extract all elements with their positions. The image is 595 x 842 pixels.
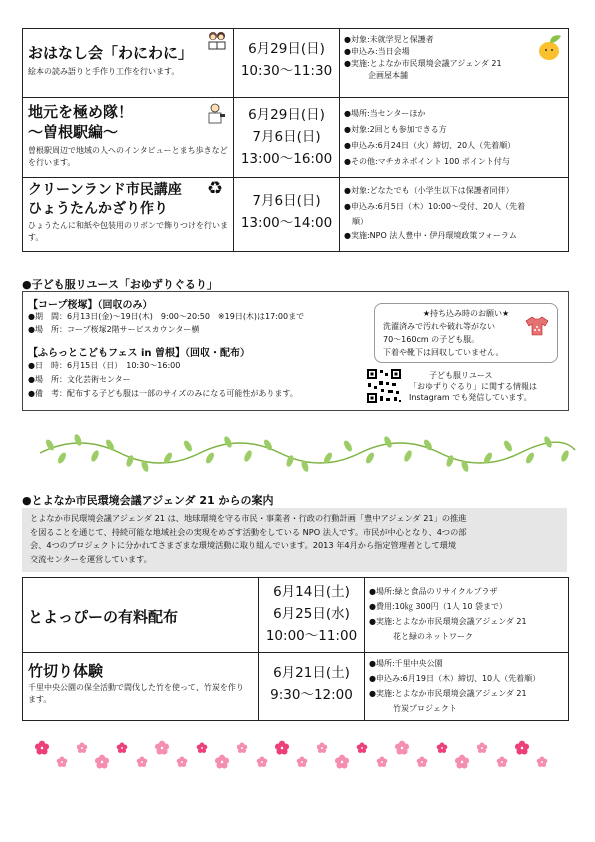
blossom-icon — [455, 755, 469, 769]
blossom-icon — [117, 743, 128, 753]
event-details: ●対象:どなたでも（小学生以下は保護者同伴） ●申込み:6月5日（木）10:00〜受付、20人（先着 順） ●実施:NPO 法人豊中・伊丹環境政策フォーラム — [344, 186, 526, 240]
qr-code-icon — [366, 368, 402, 404]
vine-divider — [0, 428, 595, 478]
blossom-icon — [417, 757, 428, 767]
coop-title: 【コープ桜塚】（回収のみ） — [28, 300, 153, 311]
blossom-icon — [497, 757, 508, 767]
blossom-icon — [275, 741, 289, 755]
event-description: 曽根駅周辺で地域の人へのインタビューとまち歩きなどを行います。 — [28, 146, 228, 167]
agenda-event-title: とよっぴーの有料配布 — [28, 608, 179, 626]
blossom-icon — [237, 743, 248, 753]
agenda-intro: とよなか市民環境会議アジェンダ 21 は、地球環境を守る市民・事業者・行政の行動計画「豊中アジェンダ 21」の推進 を図ることを通じて、持続可能な地域社会の実現をめざす活動をしている NPO 法人です。市民が中心となり、4つの部 会、4つのプロジェクトに分かれてさまざまな環境活動に取り組んでいます。2013 年4月から指定管理者として環境 交流センターを運営しています。 — [22, 508, 567, 572]
blossom-icon — [437, 743, 448, 753]
agenda-event-description: 千里中央公園の保全活動で間伐した竹を使って、竹炭を作ります。 — [28, 683, 244, 704]
leaf-icon — [536, 32, 564, 62]
event-title: おはなし会「わにわに」 — [28, 44, 194, 62]
agenda-event-date: 6月21日(土) 9:30〜12:00 — [270, 665, 353, 703]
coop-period: ●期 間：6月13日(金)〜19日(木) 9:00〜20:50 ※19日(木)は17:00まで — [28, 312, 305, 321]
event-description: 絵本の読み語りと手作り工作を行います。 — [28, 67, 180, 76]
blossom-icon — [215, 755, 229, 769]
blossom-border — [0, 736, 595, 776]
event-title: クリーンランド市民講座 ひょうたんかざり作り — [28, 182, 182, 217]
blossom-icon — [297, 757, 308, 767]
instagram-note: 子ども服リユース 「おゆずりぐるり」に関する情報は Instagram でも発信しています。 — [409, 371, 537, 402]
recycle-icon: ♻ — [207, 178, 224, 199]
blossom-icon — [477, 743, 488, 753]
blossom-icon — [357, 743, 368, 753]
event-date: 7月6日(日) 13:00〜14:00 — [240, 193, 333, 231]
fes-note: ●備 考：配布する子ども服は一部のサイズのみになる可能性があります。 — [28, 389, 298, 398]
blossom-icon — [377, 757, 388, 767]
blossom-icon — [177, 757, 188, 767]
fes-place: ●場 所：文化芸術センター — [28, 375, 131, 384]
event-date: 6月29日(日) 7月6日(日) 13:00〜16:00 — [240, 107, 333, 167]
blossom-icon — [515, 741, 529, 755]
blossom-icon — [137, 757, 148, 767]
blossom-icon — [257, 757, 268, 767]
blossom-icon — [77, 743, 88, 753]
shirt-icon — [524, 315, 550, 337]
request-note: ★持ち込み時のお願い★ 洗濯済みで汚れや破れ等がない 70〜160cm の子ども服。 下着や靴下は回収していません。 — [374, 303, 558, 363]
blossom-icon — [35, 741, 49, 755]
event-details: ●場所:当センターほか ●対象:2回とも参加できる方 ●申込み:6月24日（火）締切、20人（先着順） ●その他:マチカネポイント 100 ポイント付与 — [344, 109, 516, 166]
coop-place: ●場 所：コープ桜塚2階サービスカウンター横 — [28, 325, 200, 334]
fes-title: 【ふらっとこどもフェス in 曽根】（回収・配布） — [28, 348, 251, 359]
agenda-event-title: 竹切り体験 — [28, 662, 104, 680]
agenda-event-date: 6月14日(土) 6月25日(水) 10:00〜11:00 — [265, 584, 358, 644]
blossom-icon — [537, 757, 548, 767]
event-date: 6月29日(日) 10:30〜11:30 — [240, 41, 333, 79]
fes-date: ●日 時：6月15日（日） 10:30〜16:00 — [28, 361, 181, 370]
blossom-icon — [197, 743, 208, 753]
event-description: ひょうたんに和紙や包装用のリボンで飾りつけを行います。 — [28, 221, 228, 242]
event-title: 地元を極め隊！ 〜曽根駅編〜 — [28, 103, 134, 141]
reporter-icon — [204, 102, 226, 128]
blossom-icon — [95, 755, 109, 769]
agenda-event-details: ●場所:千里中央公園 ●申込み:6月19日（木）締切、10人（先着順） ●実施:とよなか市民環境会議アジェンダ 21 竹炭プロジェクト — [369, 659, 541, 713]
reuse-heading: ●子ども服リユース「おゆずりぐるり」 — [22, 278, 218, 291]
blossom-icon — [317, 743, 328, 753]
agenda-event-details: ●場所:緑と食品のリサイクルプラザ ●費用:10㎏ 300円（1人 10 袋まで） ●実施:とよなか市民環境会議アジェンダ 21 花と緑のネットワーク — [369, 587, 527, 641]
agenda-heading: ●とよなか市民環境会議アジェンダ 21 からの案内 — [22, 494, 274, 507]
blossom-icon — [57, 757, 68, 767]
blossom-icon — [335, 755, 349, 769]
blossom-icon — [395, 741, 409, 755]
blossom-icon — [155, 741, 169, 755]
children-reading-icon — [206, 30, 228, 52]
event-details: ●対象:未就学児と保護者 ●申込み:当日会場 ●実施:とよなか市民環境会議アジェンダ 21 企画屋本舗 — [344, 35, 502, 80]
